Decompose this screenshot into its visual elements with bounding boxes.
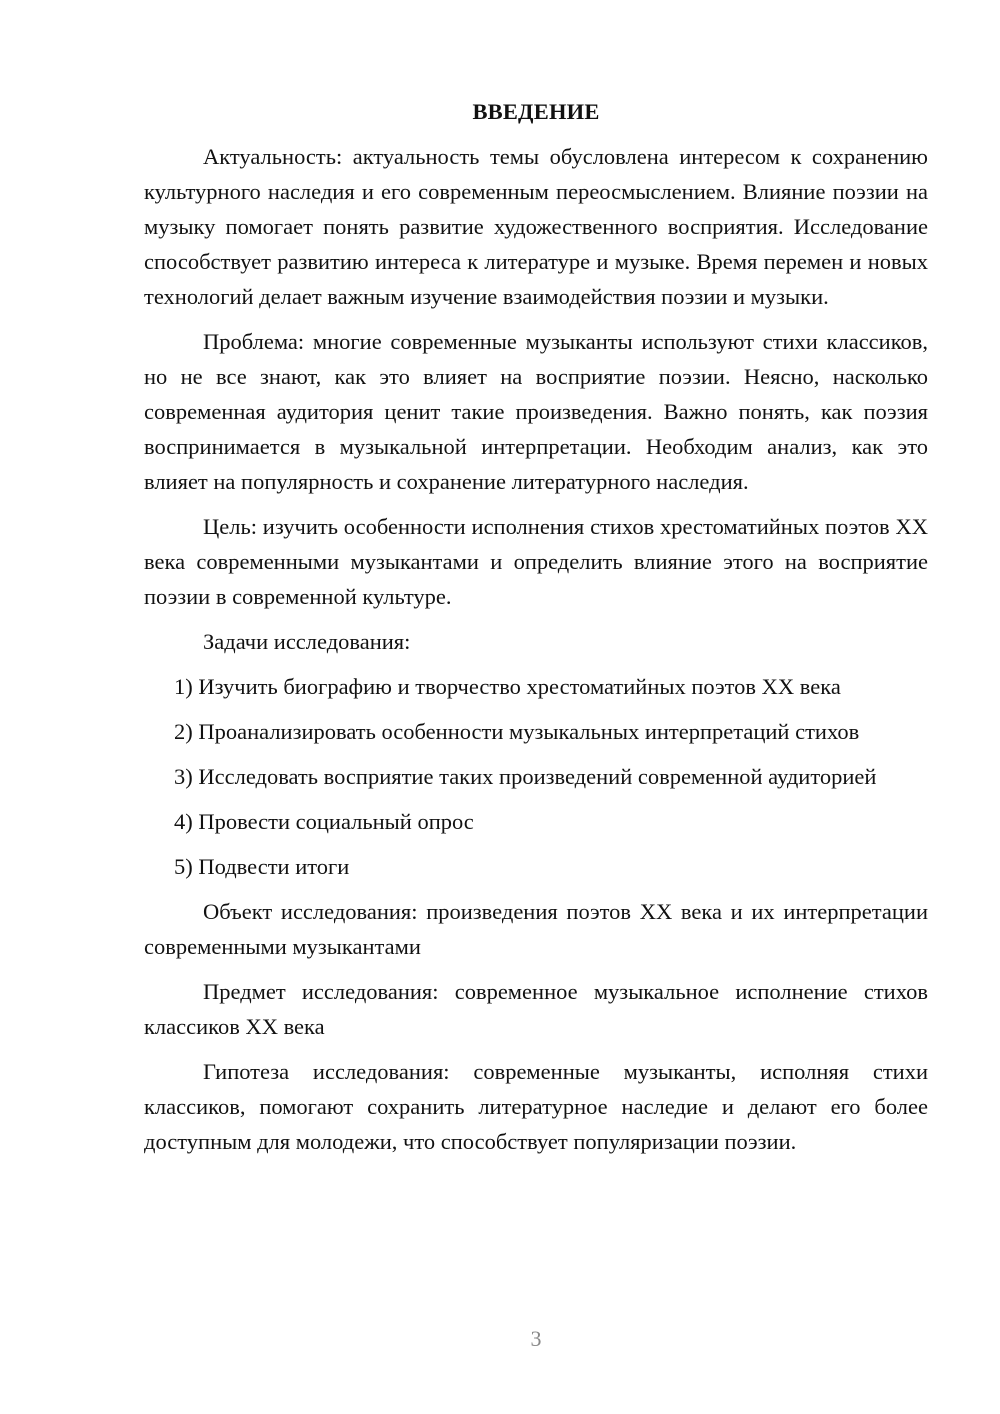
page-number: 3: [530, 1326, 542, 1351]
task-item: 3) Исследовать восприятие таких произведений современной аудиторией: [174, 764, 877, 789]
paragraph-problem: Проблема: многие современные музыканты используют стихи классиков, но не все знают, как это влияет на восприятие поэзии. Неясно, насколько современная аудитория ценит такие произведения. Важно понять, как поэзия воспринимается в музыкальной интерпретации. Необходим анализ, как это влияет на популярность и сохранение литературного наследия.: [144, 329, 928, 494]
paragraph-hypothesis: Гипотеза исследования: современные музыканты, исполняя стихи классиков, помогают сохранить литературное наследие и делают его более доступным для молодежи, что способствует популяризации поэзии.: [144, 1059, 928, 1154]
task-item: 5) Подвести итоги: [174, 854, 350, 879]
section-heading: ВВЕДЕНИЕ: [472, 99, 600, 124]
task-item: 4) Провести социальный опрос: [174, 809, 474, 834]
paragraph-goal: Цель: изучить особенности исполнения стихов хрестоматийных поэтов XX века современными музыкантами и определить влияние этого на восприятие поэзии в современной культуре.: [144, 514, 928, 609]
page-content: [144, 94, 928, 1169]
paragraph-relevance: Актуальность: актуальность темы обусловлена интересом к сохранению культурного наследия и его современным переосмыслением. Влияние поэзии на музыку помогает понять развитие художественного восприятия. Исследование способствует развитию интереса к литературе и музыке. Время перемен и новых технологий делает важным изучение взаимодействия поэзии и музыки.: [144, 144, 928, 309]
paragraph-tasks-intro: Задачи исследования:: [203, 629, 411, 654]
paragraph-subject: Предмет исследования: современное музыкальное исполнение стихов классиков XX века: [144, 979, 928, 1039]
task-item: 2) Проанализировать особенности музыкальных интерпретаций стихов: [174, 719, 860, 744]
paragraph-object: Объект исследования: произведения поэтов XX века и их интерпретации современными музыкантами: [144, 899, 928, 959]
task-item: 1) Изучить биографию и творчество хрестоматийных поэтов XX века: [174, 674, 841, 699]
